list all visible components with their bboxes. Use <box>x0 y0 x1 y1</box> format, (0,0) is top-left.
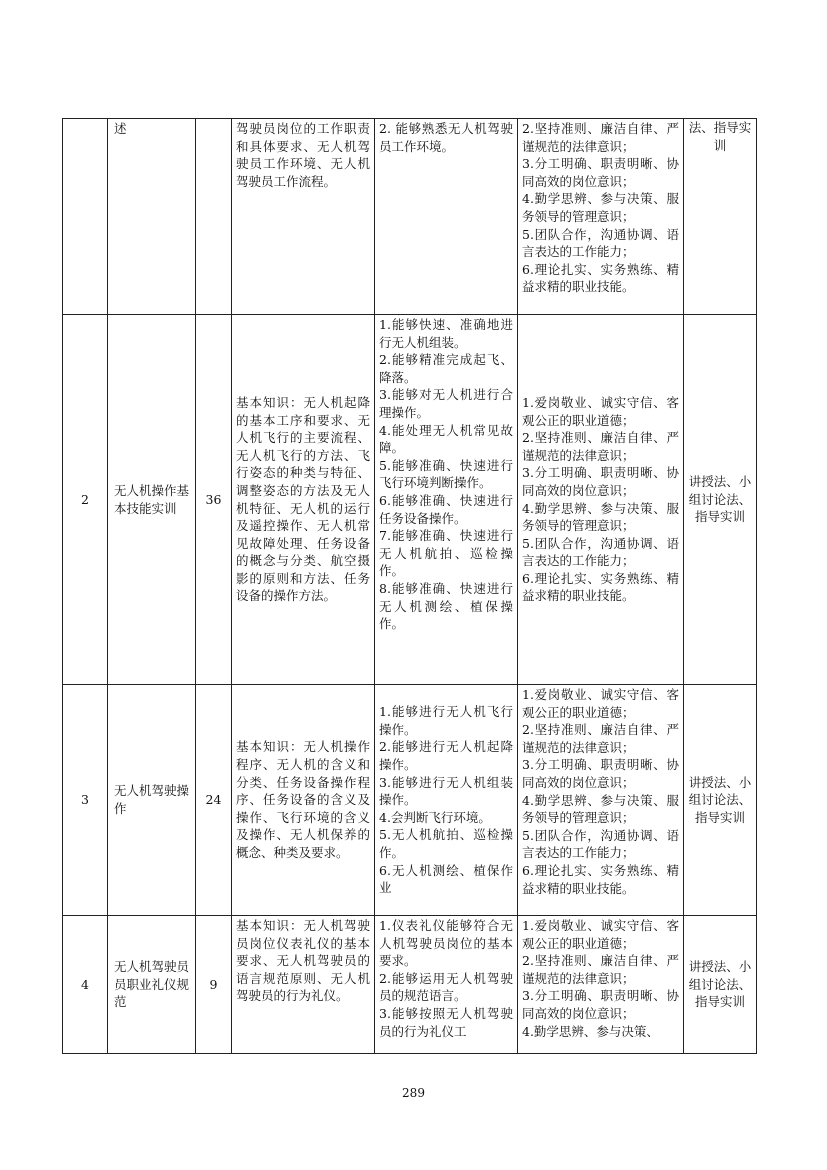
teaching-method: 讲授法、小组讨论法、指导实训 <box>684 315 757 685</box>
course-hours: 24 <box>196 685 232 916</box>
course-goals: 1.能够快速、准确地进行无人机组装。 2.能够精准完成起飞、降落。 3.能够对无人机进行合理操作。 4.能处理无人机常见故障。 5.能够准确、快速进行飞行环境判断操作。 6.能够准确、快速进行任务设备操作。 7.能够准确、快速进行无人机航拍、巡检操作。 8.能够准确、快速进行无人机测绘、植保操作。 <box>375 315 518 685</box>
course-table <box>62 118 757 1054</box>
row-number <box>63 119 108 315</box>
quality-goals: 1.爱岗敬业、诚实守信、客观公正的职业道德； 2.坚持准则、廉洁自律、严谨规范的法律意识； 3.分工明确、职责明晰、协同高效的岗位意识； 4.勤学思辨、参与决策、服务领导的管理意识； 5.团队合作，沟通协调、语言表达的工作能力； 6.理论扎实、实务熟练、精益求精的职业技能。 <box>518 685 684 916</box>
table-row <box>63 119 757 315</box>
row-number: 2 <box>63 315 108 685</box>
course-name: 无人机驾驶操作 <box>108 685 196 916</box>
quality-goals: 2.坚持准则、廉洁自律、严谨规范的法律意识； 3.分工明确、职责明晰、协同高效的岗位意识； 4.勤学思辨、参与决策、服务领导的管理意识； 5.团队合作，沟通协调、语言表达的工作能力； 6.理论扎实、实务熟练、精益求精的职业技能。 <box>518 119 684 315</box>
course-goals: 1.仪表礼仪能够符合无人机驾驶员岗位的基本要求。 2.能够运用无人机驾驶员的规范语言。 3.能够按照无人机驾驶员的行为礼仪工 <box>375 916 518 1054</box>
row-number: 3 <box>63 685 108 916</box>
course-content: 基本知识：无人机起降的基本工序和要求、无人机飞行的主要流程、无人机飞行的方法、飞行姿态的种类与特征、调整姿态的方法及无人机特征、无人机的运行及遥控操作、无人机常见故障处理、任务设备的概念与分类、航空摄影的原则和方法、任务设备的操作方法。 <box>232 315 375 685</box>
teaching-method: 讲授法、小组讨论法、指导实训 <box>684 916 757 1054</box>
table-row <box>63 315 757 685</box>
teaching-method: 法、指导实训 <box>684 119 757 315</box>
teaching-method: 讲授法、小组讨论法、指导实训 <box>684 685 757 916</box>
course-name: 述 <box>108 119 196 315</box>
course-content: 基本知识：无人机操作程序、无人机的含义和分类、任务设备操作程序、任务设备的含义及操作、飞行环境的含义及操作、无人机保养的概念、种类及要求。 <box>232 685 375 916</box>
course-goals: 1.能够进行无人机飞行操作。 2.能够进行无人机起降操作。 3.能够进行无人机组装操作。 4.会判断飞行环境。 5.无人机航拍、巡检操作。 6.无人机测绘、植保作业 <box>375 685 518 916</box>
row-number: 4 <box>63 916 108 1054</box>
table-row <box>63 916 757 1054</box>
quality-goals: 1.爱岗敬业、诚实守信、客观公正的职业道德； 2.坚持准则、廉洁自律、严谨规范的法律意识； 3.分工明确、职责明晰、协同高效的岗位意识； 4.勤学思辨、参与决策、 <box>518 916 684 1054</box>
course-name: 无人机驾驶员员职业礼仪规范 <box>108 916 196 1054</box>
course-goals: 2. 能够熟悉无人机驾驶员工作环境。 <box>375 119 518 315</box>
course-content: 基本知识：无人机驾驶员岗位仪表礼仪的基本要求、无人机驾驶员的语言规范原则、无人机驾驶员的行为礼仪。 <box>232 916 375 1054</box>
course-name: 无人机操作基本技能实训 <box>108 315 196 685</box>
course-hours: 9 <box>196 916 232 1054</box>
quality-goals: 1.爱岗敬业、诚实守信、客观公正的职业道德； 2.坚持准则、廉洁自律、严谨规范的法律意识； 3.分工明确、职责明晰、协同高效的岗位意识； 4.勤学思辨、参与决策、服务领导的管理意识； 5.团队合作，沟通协调、语言表达的工作能力； 6.理论扎实、实务熟练、精益求精的职业技能。 <box>518 315 684 685</box>
table-row <box>63 685 757 916</box>
course-content: 驾驶员岗位的工作职责和具体要求、无人机驾驶员工作环境、无人机驾驶员工作流程。 <box>232 119 375 315</box>
page-number: 289 <box>402 1086 425 1100</box>
course-hours <box>196 119 232 315</box>
course-hours: 36 <box>196 315 232 685</box>
